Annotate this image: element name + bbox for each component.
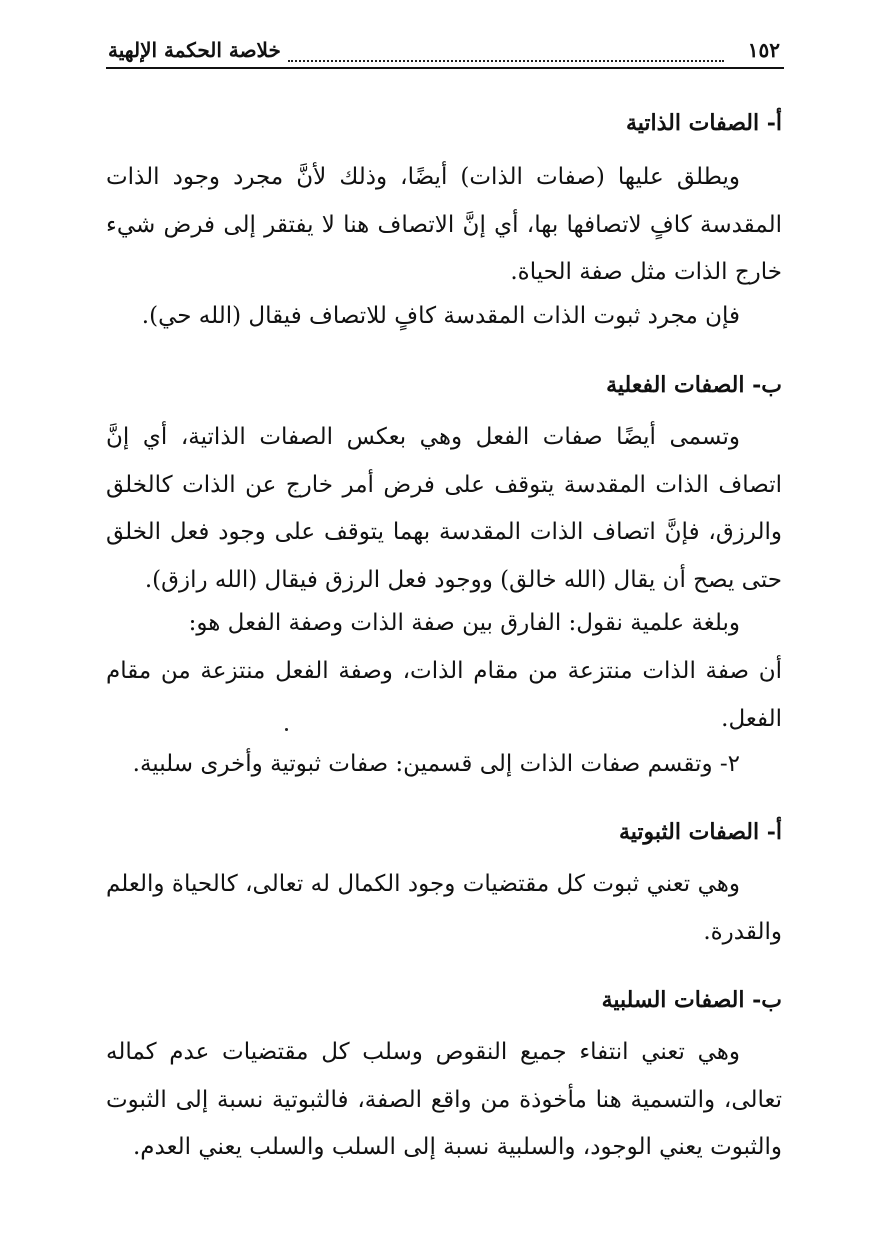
header-dot-leader (288, 40, 724, 62)
print-speck (285, 728, 288, 731)
page-number: ١٥٢ (747, 38, 780, 62)
paragraph: وتسمى أيضًا صفات الفعل وهي بعكس الصفات الذاتية، أي إنَّ اتصاف الذات المقدسة يتوقف على فرض أمر خارج عن الذات كالخلق والرزق، فإنَّ اتصاف الذات المقدسة بهما يتوقف على وجود فعل الخلق حتى يصح أن يقال (الله خالق) ووجود فعل الرزق فيقال (الله رازق). (106, 424, 782, 593)
running-header (108, 36, 782, 68)
book-title: خلاصة الحكمة الإلهية (108, 38, 281, 62)
paragraph: أن صفة الذات منتزعة من مقام الذات، وصفة الفعل منتزعة من مقام الفعل. (106, 658, 782, 732)
paragraph: فإن مجرد ثبوت الذات المقدسة كافٍ للاتصاف فيقال (الله حي). (141, 303, 740, 329)
section-heading-salbiya: ب- الصفات السلبية (601, 987, 782, 1013)
paragraph: وبلغة علمية نقول: الفارق بين صفة الذات وصفة الفعل هو: (188, 610, 740, 636)
paragraph: وهي تعني ثبوت كل مقتضيات وجود الكمال له تعالى، كالحياة والعلم والقدرة. (106, 871, 782, 945)
section-heading-thubutiya: أ- الصفات الثبوتية (618, 819, 782, 845)
header-rule (106, 67, 784, 69)
section-heading-dhatiya: أ- الصفات الذاتية (625, 110, 782, 136)
paragraph: ويطلق عليها (صفات الذات) أيضًا، وذلك لأنَّ مجرد وجود الذات المقدسة كافٍ لاتصافها بها، أي إنَّ الاتصاف هنا لا يفتقر إلى فرض شيء خارج الذات مثل صفة الحياة. (106, 164, 782, 285)
section-heading-filiya: ب- الصفات الفعلية (606, 372, 782, 398)
paragraph: ٢- وتقسم صفات الذات إلى قسمين: صفات ثبوتية وأخرى سلبية. (132, 751, 740, 777)
paragraph: وهي تعني انتفاء جميع النقوص وسلب كل مقتضيات عدم كماله تعالى، والتسمية هنا مأخوذة من واقع الصفة، فالثبوتية نسبة إلى الثبوت والثبوت يعني الوجود، والسلبية نسبة إلى السلب والسلب يعني العدم. (106, 1039, 782, 1160)
